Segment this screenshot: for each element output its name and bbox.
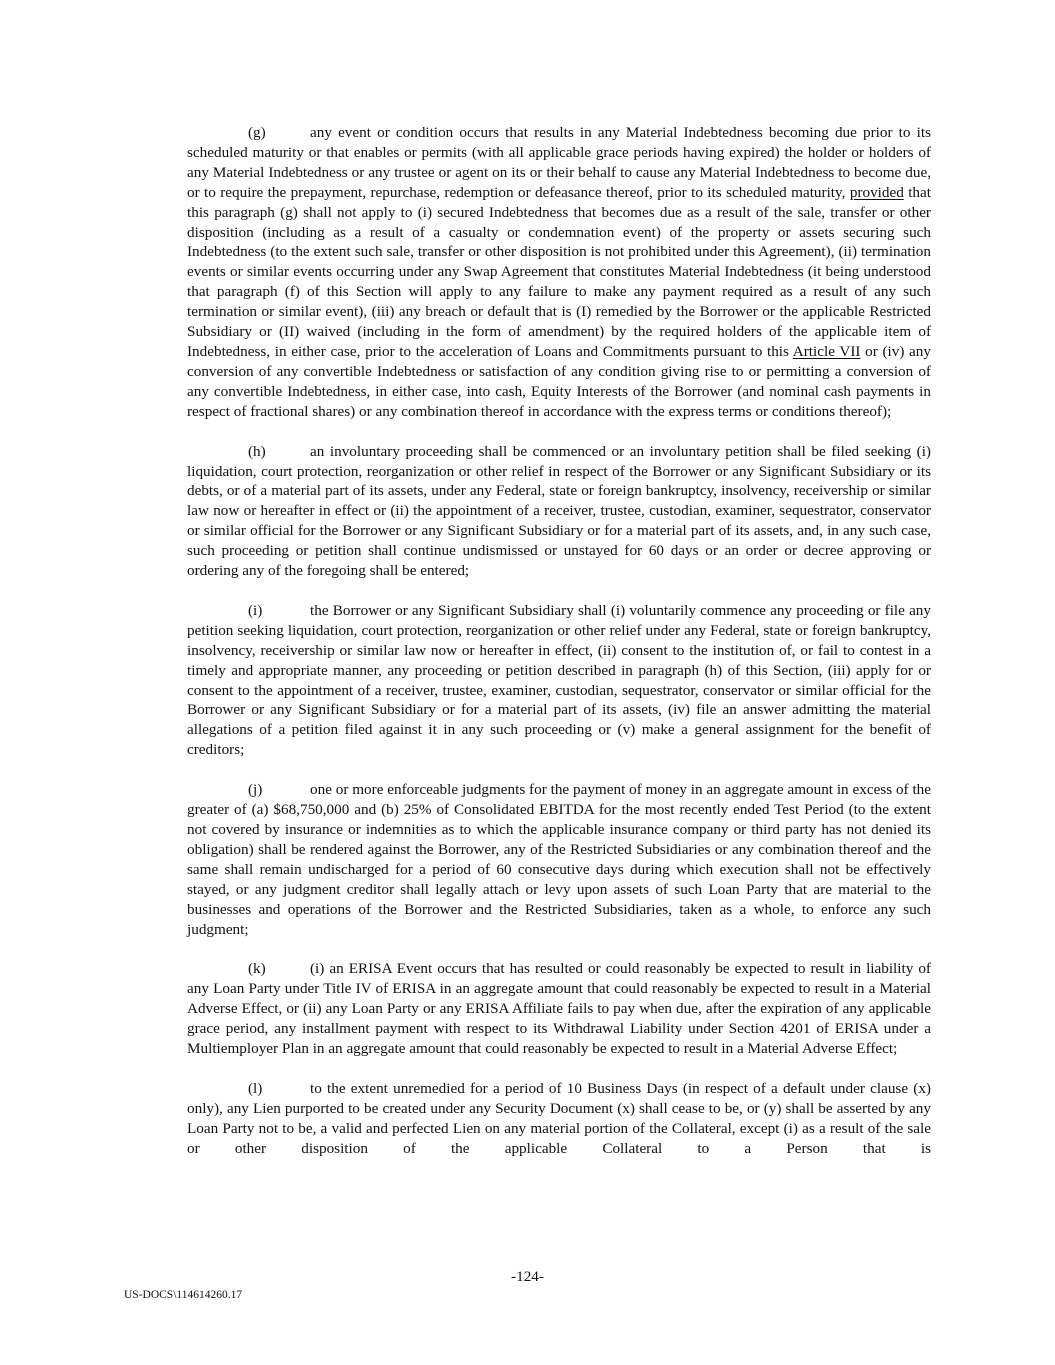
paragraph-label: (i) (248, 601, 263, 619)
paragraph-text: to the extent unremedied for a period of 10 Business Days (in respect of a default under clause (x) only), any Lien purported to be created under any Security Document (x) shall cease to be, or (y) shall be asserted by any Loan Party not to be, a valid and perfected Lien on any material portion of the Collateral, except (i) as a result of the sale or other disposition of the applicable Collateral to a Person that is (187, 1079, 931, 1157)
paragraph-label: (j) (248, 781, 263, 799)
paragraph-text: the Borrower or any Significant Subsidiary shall (i) voluntarily commence any proceeding or file any petition seeking liquidation, court protection, reorganization or other relief under any Federal, state or foreign bankruptcy, insolvency, receivership or similar law now or hereafter in effect, (ii) consent to the institution of, or fail to contest in a timely and appropriate manner, any proceeding or petition described in paragraph (h) of this Section, (iii) apply for or consent to the appointment of a receiver, trustee, examiner, custodian, sequestrator, conservator or similar official for the Borrower or any Significant Subsidiary or for a material part of its assets, (iv) file an answer admitting the material allegations of a petition filed against it in any such proceeding or (v) make a general assignment for the benefit of creditors; (187, 601, 931, 759)
underlined-term-article-ref: Article VII (792, 342, 861, 360)
paragraph-text: that this paragraph (g) shall not apply to (i) secured Indebtedness that becomes due as a result of the sale, transfer or other disposition (including as a result of a casualty or condemnation event) of the property or assets securing such Indebtedness (to the extent such sale, transfer or other disposition is not prohibited under this Agreement), (ii) termination events or similar events occurring under any Swap Agreement that constitutes Material Indebtedness (it being understood that paragraph (f) of this Section will apply to any failure to make any payment required as a result of any such termination or similar event), (iii) any breach or default that is (I) remedied by the Borrower or the applicable Restricted Subsidiary or (II) waived (including in the form of amendment) by the required holders of the applicable item of Indebtedness, in either case, prior to the acceleration of Loans and Commitments pursuant to this (187, 183, 931, 360)
document-id: US-DOCS\114614260.17 (124, 1289, 243, 1301)
paragraph-i (187, 601, 931, 760)
paragraph-j (187, 780, 931, 939)
document-body (187, 123, 931, 1179)
underlined-term-provided: provided (849, 183, 904, 201)
paragraph-label: (k) (248, 960, 266, 978)
paragraph-text: (i) an ERISA Event occurs that has resulted or could reasonably be expected to result in liability of any Loan Party under Title IV of ERISA in an aggregate amount that could reasonably be expected to result in a Material Adverse Effect, or (ii) any Loan Party or any ERISA Affiliate fails to pay when due, after the expiration of any applicable grace period, any installment payment with respect to its Withdrawal Liability under Section 4201 of ERISA under a Multiemployer Plan in an aggregate amount that could reasonably be expected to result in a Material Adverse Effect; (187, 960, 931, 1058)
page-number: -124- (511, 1268, 544, 1285)
paragraph-label: (h) (248, 442, 266, 460)
paragraph-label: (g) (248, 124, 266, 141)
paragraph-text: one or more enforceable judgments for the payment of money in an aggregate amount in excess of the greater of (a) $68,750,000 and (b) 25% of Consolidated EBITDA for the most recently ended Test Period (to the extent not covered by insurance or indemnities as to which the applicable insurance company or third party has not denied its obligation) shall be rendered against the Borrower, any of the Restricted Subsidiaries or any combination thereof and the same shall remain undischarged for a period of 60 consecutive days during which execution shall not be effectively stayed, or any judgment creditor shall legally attach or levy upon assets of such Loan Party that are material to the businesses and operations of the Borrower and the Restricted Subsidiaries, taken as a whole, to enforce any such judgment; (187, 781, 931, 938)
paragraph-label: (l) (248, 1079, 263, 1097)
paragraph-k (187, 959, 931, 1059)
paragraph-text: any event or condition occurs that results in any Material Indebtedness becoming due prior to its scheduled maturity or that enables or permits (with all applicable grace periods having expired) the holder or holders of any Material Indebtedness or any trustee or agent on its or their behalf to cause any Material Indebtedness to become due, or to require the prepayment, repurchase, redemption or defeasance thereof, prior to its scheduled maturity, (187, 124, 931, 201)
paragraph-h (187, 442, 931, 581)
paragraph-l (187, 1079, 931, 1159)
paragraph-g (187, 123, 931, 422)
paragraph-text: or (iv) any conversion of any convertible Indebtedness or satisfaction of any condition giving rise to or permitting a conversion of any convertible Indebtedness, in either case, into cash, Equity Interests of the Borrower (and nominal cash payments in respect of fractional shares) or any combination thereof in accordance with the express terms or conditions thereof); (187, 342, 931, 420)
paragraph-text: an involuntary proceeding shall be commenced or an involuntary petition shall be filed seeking (i) liquidation, court protection, reorganization or other relief in respect of the Borrower or any Significant Subsidiary or its debts, or of a material part of its assets, under any Federal, state or foreign bankruptcy, insolvency, receivership or similar law now or hereafter in effect or (ii) the appointment of a receiver, trustee, custodian, examiner, sequestrator, conservator or similar official for the Borrower or any Significant Subsidiary or for a material part of its assets, and, in any such case, such proceeding or petition shall continue undismissed or unstayed for 60 days or an order or decree approving or ordering any of the foregoing shall be entered; (187, 442, 931, 580)
